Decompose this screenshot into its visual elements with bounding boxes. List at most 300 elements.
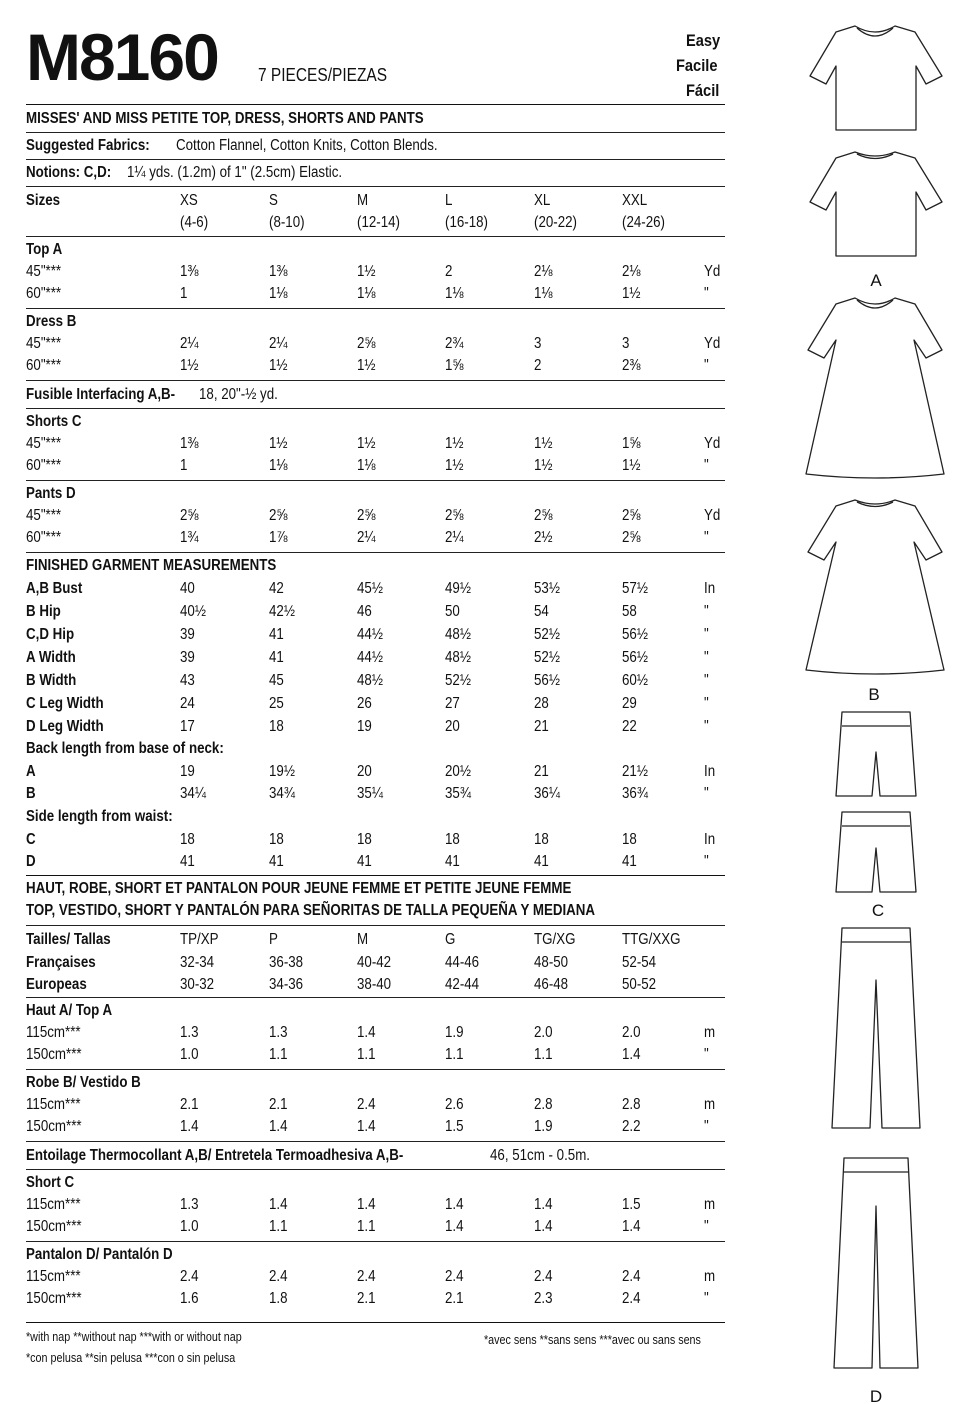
section-title: Top A	[26, 241, 63, 258]
cell-value: 2.4	[269, 1268, 288, 1285]
cell-value: 1½	[534, 457, 553, 474]
cell-value: 48½	[445, 649, 471, 666]
cell-value: 2.4	[357, 1268, 376, 1285]
cell-value: 1.1	[445, 1046, 464, 1063]
footnote-es: *con pelusa **sin pelusa ***con o sin pelusa	[26, 1351, 236, 1365]
cell-value: 1⅛	[269, 285, 288, 302]
cell-value: 41	[534, 853, 549, 870]
cell-value: 1⅝	[445, 357, 464, 374]
row-label: 115cm***	[26, 1268, 81, 1285]
fabrics-text: Cotton Flannel, Cotton Knits, Cotton Blends.	[176, 137, 438, 154]
cell-value: 1.4	[534, 1196, 553, 1213]
divider	[26, 1169, 725, 1170]
size-eu: 30-32	[180, 976, 215, 993]
section-title: Haut A/ Top A	[26, 1002, 113, 1019]
cell-value: 2⅝	[534, 507, 553, 524]
shorts-c-back-drawing	[836, 812, 916, 892]
cell-value: 19	[180, 763, 195, 780]
row-label: A,B Bust	[26, 580, 83, 597]
unit-label: m	[704, 1196, 716, 1213]
cell-value: 53½	[534, 580, 560, 597]
divider	[26, 480, 725, 481]
size-range: (24-26)	[622, 214, 665, 231]
cell-value: 56½	[534, 672, 560, 689]
unit-label: "	[704, 649, 709, 666]
cell-value: 1½	[269, 357, 288, 374]
cell-value: 45	[269, 672, 284, 689]
row-label: 45"***	[26, 263, 62, 280]
size-range: (16-18)	[445, 214, 488, 231]
cell-value: 34¾	[269, 785, 295, 802]
cell-value: 1.4	[622, 1046, 641, 1063]
cell-value: 1⅛	[445, 285, 464, 302]
size-code-metric: TP/XP	[180, 931, 219, 948]
unit-label: "	[704, 357, 709, 374]
unit-label: "	[704, 695, 709, 712]
cell-value: 1½	[622, 457, 641, 474]
row-label: B	[26, 785, 36, 802]
cell-value: 2⅝	[445, 507, 464, 524]
cell-value: 1.0	[180, 1046, 199, 1063]
unit-label: "	[704, 285, 709, 302]
cell-value: 2.1	[445, 1290, 464, 1307]
size-fr: 32-34	[180, 954, 215, 971]
header-divider	[26, 104, 725, 105]
cell-value: 1.4	[269, 1196, 288, 1213]
cell-value: 18	[622, 831, 637, 848]
divider	[26, 159, 725, 160]
cell-value: 1⅜	[180, 263, 199, 280]
cell-value: 41	[357, 853, 372, 870]
size-range: (4-6)	[180, 214, 209, 231]
row-label: 45"***	[26, 335, 62, 352]
row-label: 115cm***	[26, 1196, 81, 1213]
cell-value: 2.4	[180, 1268, 199, 1285]
cell-value: 1½	[445, 435, 464, 452]
notions-text: 1¼ yds. (1.2m) of 1" (2.5cm) Elastic.	[127, 164, 343, 181]
cell-value: 1.1	[357, 1218, 376, 1235]
footnote-fr: *avec sens **sans sens ***avec ou sans sens	[484, 1333, 701, 1347]
cell-value: 1.4	[534, 1218, 553, 1235]
size-eu: 46-48	[534, 976, 569, 993]
cell-value: 41	[180, 853, 195, 870]
cell-value: 19	[357, 718, 372, 735]
cell-value: 1.6	[180, 1290, 199, 1307]
cell-value: 1⅛	[534, 285, 553, 302]
row-label: A Width	[26, 649, 76, 666]
tailles-label: Tailles/ Tallas	[26, 931, 111, 948]
cell-value: 18	[534, 831, 549, 848]
cell-value: 26	[357, 695, 372, 712]
cell-value: 49½	[445, 580, 471, 597]
size-code: M	[357, 192, 369, 209]
cell-value: 1.9	[445, 1024, 464, 1041]
cell-value: 2.8	[622, 1096, 641, 1113]
cell-value: 56½	[622, 626, 648, 643]
unit-label: "	[704, 672, 709, 689]
sizes-label: Sizes	[26, 192, 61, 209]
cell-value: 2¾	[445, 335, 464, 352]
cell-value: 1	[180, 285, 188, 302]
divider	[26, 236, 725, 237]
entoilage-label: Entoilage Thermocollant A,B/ Entretela Termoadhesiva A,B-	[26, 1147, 404, 1164]
cell-value: 44½	[357, 649, 383, 666]
size-code: S	[269, 192, 278, 209]
cell-value: 19½	[269, 763, 295, 780]
row-label: D Leg Width	[26, 718, 104, 735]
cell-value: 2.0	[534, 1024, 553, 1041]
cell-value: 48½	[445, 626, 471, 643]
size-range: (12-14)	[357, 214, 400, 231]
pants-d-back-drawing	[834, 1158, 918, 1368]
figure-label-d: D	[869, 1387, 883, 1404]
cell-value: 56½	[622, 649, 648, 666]
size-code-metric: TTG/XXG	[622, 931, 681, 948]
cell-value: 35¾	[445, 785, 471, 802]
cell-value: 46	[357, 603, 372, 620]
unit-label: "	[704, 529, 709, 546]
size-eu: 42-44	[445, 976, 480, 993]
row-label: 115cm***	[26, 1024, 81, 1041]
size-code: XXL	[622, 192, 648, 209]
cell-value: 2⅛	[622, 263, 641, 280]
cell-value: 18	[357, 831, 372, 848]
unit-label: "	[704, 1046, 709, 1063]
cell-value: 41	[445, 853, 460, 870]
cell-value: 18	[269, 718, 284, 735]
cell-value: 25	[269, 695, 284, 712]
cell-value: 1¾	[180, 529, 199, 546]
cell-value: 2⅝	[622, 507, 641, 524]
unit-label: "	[704, 603, 709, 620]
size-range: (20-22)	[534, 214, 577, 231]
cell-value: 1.4	[445, 1218, 464, 1235]
unit-label: Yd	[704, 435, 721, 452]
cell-value: 58	[622, 603, 637, 620]
section-title: Pantalon D/ Pantalón D	[26, 1246, 173, 1263]
cell-value: 60½	[622, 672, 648, 689]
cell-value: 2¼	[269, 335, 288, 352]
difficulty-fr: Facile	[676, 56, 718, 75]
cell-value: 1.4	[622, 1218, 641, 1235]
cell-value: 3	[622, 335, 630, 352]
cell-value: 1⅝	[622, 435, 641, 452]
entoilage-text: 46, 51cm - 0.5m.	[490, 1147, 591, 1164]
size-eu: 34-36	[269, 976, 304, 993]
unit-label: "	[704, 1218, 709, 1235]
row-label: 150cm***	[26, 1118, 82, 1135]
unit-label: m	[704, 1024, 716, 1041]
cell-value: 2.1	[357, 1290, 376, 1307]
notions-label: Notions: C,D:	[26, 164, 112, 181]
cell-value: 50	[445, 603, 460, 620]
unit-label: Yd	[704, 335, 721, 352]
unit-label: Yd	[704, 263, 721, 280]
cell-value: 40½	[180, 603, 206, 620]
cell-value: 21½	[622, 763, 648, 780]
row-label: A	[26, 763, 36, 780]
unit-label: m	[704, 1268, 716, 1285]
unit-label: Yd	[704, 507, 721, 524]
side-length-title: Side length from waist:	[26, 808, 173, 825]
cell-value: 22	[622, 718, 637, 735]
francaises-label: Françaises	[26, 954, 96, 971]
cell-value: 34¼	[180, 785, 206, 802]
cell-value: 40	[180, 580, 195, 597]
divider	[26, 1069, 725, 1070]
cell-value: 41	[622, 853, 637, 870]
pattern-title: MISSES' AND MISS PETITE TOP, DRESS, SHORTS AND PANTS	[26, 110, 424, 127]
cell-value: 2⅝	[357, 507, 376, 524]
cell-value: 1.1	[269, 1218, 288, 1235]
footnote-en: *with nap **without nap ***with or without nap	[26, 1330, 242, 1344]
cell-value: 1.3	[180, 1024, 199, 1041]
garment-illustrations	[790, 0, 967, 1404]
europeas-label: Europeas	[26, 976, 87, 993]
cell-value: 1⅛	[357, 285, 376, 302]
dress-b-back-drawing	[806, 500, 944, 674]
cell-value: 2⅛	[534, 263, 553, 280]
cell-value: 2⅜	[622, 357, 641, 374]
cell-value: 21	[534, 718, 549, 735]
figure-label-a: A	[870, 271, 882, 290]
divider	[26, 308, 725, 309]
divider	[26, 132, 725, 133]
size-fr: 36-38	[269, 954, 304, 971]
cell-value: 45½	[357, 580, 383, 597]
cell-value: 39	[180, 626, 195, 643]
section-title: Dress B	[26, 313, 77, 330]
cell-value: 1½	[269, 435, 288, 452]
cell-value: 1½	[445, 457, 464, 474]
divider	[26, 186, 725, 187]
cell-value: 57½	[622, 580, 648, 597]
divider	[26, 1141, 725, 1142]
cell-value: 1.9	[534, 1118, 553, 1135]
cell-value: 1.1	[269, 1046, 288, 1063]
divider	[26, 925, 725, 926]
cell-value: 2½	[534, 529, 553, 546]
cell-value: 20	[357, 763, 372, 780]
row-label: C Leg Width	[26, 695, 104, 712]
cell-value: 17	[180, 718, 195, 735]
size-code: L	[445, 192, 453, 209]
cell-value: 29	[622, 695, 637, 712]
translated-title-es: TOP, VESTIDO, SHORT Y PANTALÓN PARA SEÑORITAS DE TALLA PEQUEÑA Y MEDIANA	[26, 902, 596, 919]
cell-value: 20	[445, 718, 460, 735]
size-fr: 40-42	[357, 954, 392, 971]
cell-value: 1⅛	[357, 457, 376, 474]
row-label: 150cm***	[26, 1046, 82, 1063]
unit-label: "	[704, 785, 709, 802]
row-label: 150cm***	[26, 1218, 82, 1235]
cell-value: 41	[269, 649, 284, 666]
fabrics-label: Suggested Fabrics:	[26, 137, 150, 154]
section-title: Shorts C	[26, 413, 82, 430]
unit-label: "	[704, 1118, 709, 1135]
cell-value: 2⅝	[269, 507, 288, 524]
cell-value: 2	[534, 357, 542, 374]
cell-value: 1½	[534, 435, 553, 452]
size-code-metric: P	[269, 931, 278, 948]
cell-value: 2.4	[534, 1268, 553, 1285]
unit-label: In	[704, 831, 716, 848]
divider	[26, 552, 725, 553]
cell-value: 2.1	[180, 1096, 199, 1113]
translated-title-fr: HAUT, ROBE, SHORT ET PANTALON POUR JEUNE FEMME ET PETITE JEUNE FEMME	[26, 880, 572, 897]
fusible-text: 18, 20"-½ yd.	[199, 386, 278, 403]
section-title: Robe B/ Vestido B	[26, 1074, 141, 1091]
cell-value: 2⅝	[180, 507, 199, 524]
cell-value: 3	[534, 335, 542, 352]
unit-label: "	[704, 853, 709, 870]
row-label: D	[26, 853, 36, 870]
cell-value: 36¼	[534, 785, 560, 802]
cell-value: 1.1	[534, 1046, 553, 1063]
row-label: 115cm***	[26, 1096, 81, 1113]
unit-label: "	[704, 626, 709, 643]
section-title: Pants D	[26, 485, 76, 502]
size-code: XL	[534, 192, 551, 209]
difficulty-en: Easy	[686, 31, 721, 50]
cell-value: 44½	[357, 626, 383, 643]
section-title: Short C	[26, 1174, 75, 1191]
cell-value: 52½	[534, 649, 560, 666]
size-code: XS	[180, 192, 198, 209]
cell-value: 21	[534, 763, 549, 780]
unit-label: "	[704, 457, 709, 474]
back-length-title: Back length from base of neck:	[26, 740, 224, 757]
cell-value: 1	[180, 457, 188, 474]
cell-value: 1½	[357, 357, 376, 374]
cell-value: 2.4	[622, 1268, 641, 1285]
cell-value: 2.4	[622, 1290, 641, 1307]
row-label: 45"***	[26, 507, 62, 524]
size-fr: 48-50	[534, 954, 569, 971]
cell-value: 2¼	[445, 529, 464, 546]
cell-value: 52½	[445, 672, 471, 689]
unit-label: m	[704, 1096, 716, 1113]
cell-value: 1⅞	[269, 529, 288, 546]
cell-value: 18	[445, 831, 460, 848]
cell-value: 41	[269, 626, 284, 643]
cell-value: 2.3	[534, 1290, 553, 1307]
cell-value: 2¼	[357, 529, 376, 546]
cell-value: 2.8	[534, 1096, 553, 1113]
cell-value: 1⅜	[269, 263, 288, 280]
row-label: 150cm***	[26, 1290, 82, 1307]
size-fr: 44-46	[445, 954, 480, 971]
cell-value: 27	[445, 695, 460, 712]
size-code-metric: G	[445, 931, 456, 948]
unit-label: In	[704, 763, 716, 780]
fusible-label: Fusible Interfacing A,B-	[26, 386, 176, 403]
cell-value: 1½	[180, 357, 199, 374]
difficulty-es: Fácil	[686, 81, 720, 100]
cell-value: 2⅝	[357, 335, 376, 352]
row-label: 60"***	[26, 529, 62, 546]
row-label: B Width	[26, 672, 77, 689]
row-label: 60"***	[26, 357, 62, 374]
divider	[26, 380, 725, 381]
divider	[26, 997, 725, 998]
cell-value: 2.1	[269, 1096, 288, 1113]
cell-value: 2	[445, 263, 453, 280]
cell-value: 1.4	[445, 1196, 464, 1213]
top-a-back-drawing	[810, 152, 942, 256]
cell-value: 24	[180, 695, 195, 712]
pants-d-front-drawing	[832, 928, 920, 1128]
cell-value: 54	[534, 603, 549, 620]
size-fr: 52-54	[622, 954, 657, 971]
cell-value: 35¼	[357, 785, 383, 802]
unit-label: "	[704, 1290, 709, 1307]
cell-value: 1⅜	[180, 435, 199, 452]
cell-value: 28	[534, 695, 549, 712]
top-a-front-drawing	[810, 26, 942, 130]
cell-value: 36¾	[622, 785, 648, 802]
cell-value: 2⅝	[622, 529, 641, 546]
cell-value: 1.4	[357, 1196, 376, 1213]
cell-value: 1.3	[269, 1024, 288, 1041]
cell-value: 1.0	[180, 1218, 199, 1235]
cell-value: 1.5	[445, 1118, 464, 1135]
cell-value: 1.3	[180, 1196, 199, 1213]
row-label: 45"***	[26, 435, 62, 452]
cell-value: 41	[269, 853, 284, 870]
cell-value: 48½	[357, 672, 383, 689]
cell-value: 2.6	[445, 1096, 464, 1113]
pieces-count: 7 PIECES/PIEZAS	[258, 65, 388, 85]
cell-value: 2.4	[357, 1096, 376, 1113]
unit-label: "	[704, 718, 709, 735]
divider	[26, 875, 725, 876]
cell-value: 1⅛	[269, 457, 288, 474]
shorts-c-front-drawing	[836, 712, 916, 796]
cell-value: 1½	[357, 435, 376, 452]
cell-value: 2.0	[622, 1024, 641, 1041]
cell-value: 1.4	[180, 1118, 199, 1135]
cell-value: 20½	[445, 763, 471, 780]
cell-value: 2.2	[622, 1118, 641, 1135]
divider	[26, 1322, 725, 1323]
size-code-metric: M	[357, 931, 369, 948]
cell-value: 1.4	[357, 1118, 376, 1135]
size-code-metric: TG/XG	[534, 931, 576, 948]
cell-value: 1½	[357, 263, 376, 280]
cell-value: 2¼	[180, 335, 199, 352]
cell-value: 39	[180, 649, 195, 666]
cell-value: 42½	[269, 603, 295, 620]
size-range: (8-10)	[269, 214, 305, 231]
row-label: 60"***	[26, 457, 62, 474]
cell-value: 52½	[534, 626, 560, 643]
size-eu: 38-40	[357, 976, 392, 993]
figure-label-c: C	[871, 901, 885, 920]
cell-value: 1.8	[269, 1290, 288, 1307]
divider	[26, 1241, 725, 1242]
cell-value: 43	[180, 672, 195, 689]
size-eu: 50-52	[622, 976, 657, 993]
figure-label-b: B	[868, 685, 880, 704]
finished-title: FINISHED GARMENT MEASUREMENTS	[26, 557, 277, 574]
unit-label: In	[704, 580, 716, 597]
row-label: 60"***	[26, 285, 62, 302]
row-label: C	[26, 831, 36, 848]
cell-value: 1.4	[357, 1024, 376, 1041]
divider	[26, 408, 725, 409]
cell-value: 42	[269, 580, 284, 597]
